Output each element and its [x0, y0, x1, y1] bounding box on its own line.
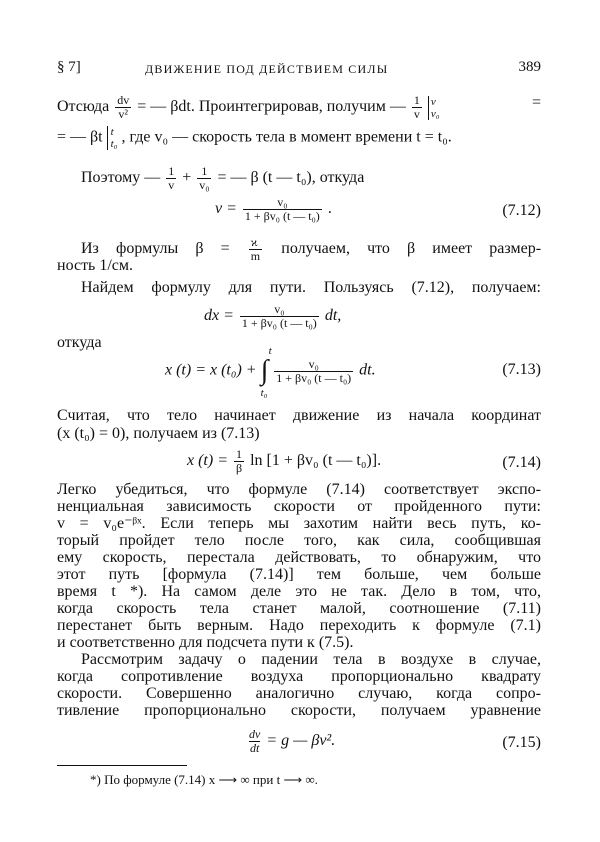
- text: ln [1 + βv₀ (t — t₀)].: [250, 452, 382, 470]
- section-mark: § 7]: [57, 59, 81, 75]
- equation-number: (7.13): [502, 361, 541, 378]
- text: +: [182, 169, 192, 187]
- text: =: [531, 94, 541, 111]
- text-line: торый пройдет тело после того, как сила, сообщившая: [57, 532, 541, 549]
- lhs: x (t) = x (t₀) +: [165, 361, 257, 379]
- text-line: время t *). На самом деле это не так. Дело в том, что,: [57, 583, 541, 600]
- text-line: и соответственно для подсчета пути к (7.5).: [57, 634, 354, 651]
- text-line: ность 1/см.: [57, 257, 134, 274]
- text-line: [57, 94, 541, 121]
- denominator: v²: [118, 107, 129, 121]
- text-line: Рассмотрим задачу о падении тела в воздухе в случае,: [81, 651, 541, 668]
- fraction: [249, 728, 260, 755]
- fraction: [197, 165, 211, 192]
- text-line: Легко убедиться, что формуле (7.14) соответствует экспо-: [57, 481, 541, 498]
- fraction: [115, 94, 131, 121]
- numerator: v₀: [243, 196, 322, 210]
- text-line: Найдем формулу для пути. Пользуясь (7.12), получаем:: [81, 279, 541, 296]
- denominator: v₀: [199, 178, 210, 192]
- text: .: [327, 200, 332, 218]
- text-line: тивление пропорционально скорости, получаем уравнение: [57, 702, 541, 719]
- lhs: x (t) =: [187, 452, 228, 470]
- lhs: v =: [215, 200, 237, 218]
- numerator: ϰ: [249, 236, 262, 250]
- text: Из формулы β =: [81, 240, 230, 258]
- upper-limit: t: [268, 345, 272, 357]
- numerator: dv: [249, 727, 261, 741]
- numerator: v₀: [274, 358, 353, 372]
- text-line: откуда: [57, 334, 102, 351]
- numerator: 1: [197, 165, 211, 179]
- text-line: ему скорость, перестала действовать, то обнаружим, что: [57, 549, 541, 566]
- integral-sign: ∫ t t₀: [260, 345, 272, 399]
- text-line: (x (t₀) = 0), получаем из (7.13): [57, 425, 260, 442]
- text-line: Считая, что тело начинает движение из начала координат: [57, 407, 541, 424]
- text: получаем, что β имеет размер-: [281, 240, 542, 258]
- fraction: [243, 196, 322, 223]
- fraction: [234, 448, 244, 475]
- text: Отсюда: [57, 98, 110, 116]
- text: = — βt: [57, 128, 103, 146]
- lhs: dx =: [204, 307, 234, 325]
- fraction: [274, 358, 353, 385]
- text-line: ненциальная зависимость скорости от пройденного пути:: [57, 498, 541, 515]
- denominator: 1 + βv₀ (t — t₀): [241, 316, 317, 330]
- upper: t: [110, 126, 114, 138]
- text-line: [57, 165, 541, 192]
- denominator: 1 + βv₀ (t — t₀): [276, 370, 352, 385]
- numerator: 1: [168, 164, 175, 178]
- text-line: скорости. Совершенно аналогично случаю, когда сопро-: [57, 685, 541, 702]
- text: dt,: [324, 307, 342, 325]
- numerator: 1: [234, 448, 244, 462]
- equation-number: (7.14): [502, 454, 541, 471]
- text: = — β (t — t₀), откуда: [217, 169, 365, 187]
- lower: t₀: [110, 138, 118, 150]
- text: = — βdt. Проинтегрировав, получим —: [137, 98, 406, 116]
- text: , где v₀ — скорость тела в момент времени t = t₀.: [121, 128, 452, 146]
- footnote: *) По формуле (7.14) x ⟶ ∞ при t ⟶ ∞.: [90, 772, 318, 787]
- fraction: [166, 165, 176, 192]
- fraction: [412, 94, 422, 121]
- rhs: = g — βv².: [266, 732, 336, 750]
- denominator: m: [250, 249, 261, 263]
- fraction: [240, 303, 319, 330]
- page-number: 389: [518, 59, 541, 75]
- numerator: v₀: [240, 303, 319, 317]
- text-line: [57, 126, 541, 150]
- text: Поэтому —: [81, 169, 161, 187]
- text-line: когда скорость тела станет малой, соотношение (7.11): [57, 600, 541, 617]
- lower-limit: t₀: [260, 387, 268, 399]
- text-line: перестанет быть верным. Надо переходить к формуле (7.1): [57, 617, 541, 634]
- evaluation-bar: [428, 96, 440, 120]
- upper: v: [430, 95, 436, 108]
- text-line: когда сопротивление воздуха пропорционально квадрату: [57, 668, 541, 685]
- equation-number: (7.12): [502, 202, 541, 219]
- text-line: этот путь [формула (7.14)] тем больше, чем больше: [57, 566, 541, 583]
- denominator: v: [168, 178, 175, 192]
- footnote-divider: [57, 765, 187, 766]
- numerator: dv: [117, 93, 130, 107]
- denominator: β: [236, 461, 243, 475]
- numerator: 1: [413, 93, 420, 107]
- denominator: dt: [249, 741, 260, 755]
- lower: v₀: [430, 107, 440, 120]
- chapter-title: ДВИЖЕНИЕ ПОД ДЕЙСТВИЕМ СИЛЫ: [145, 62, 389, 76]
- denominator: v: [413, 107, 420, 121]
- equation-number: (7.15): [502, 734, 541, 751]
- text-line: v = v₀e⁻ᵝˣ. Если теперь мы захотим найти весь путь, ко-: [57, 515, 541, 532]
- evaluation-bar: [107, 126, 118, 150]
- text: dt.: [359, 361, 376, 379]
- denominator: 1 + βv₀ (t — t₀): [244, 209, 320, 223]
